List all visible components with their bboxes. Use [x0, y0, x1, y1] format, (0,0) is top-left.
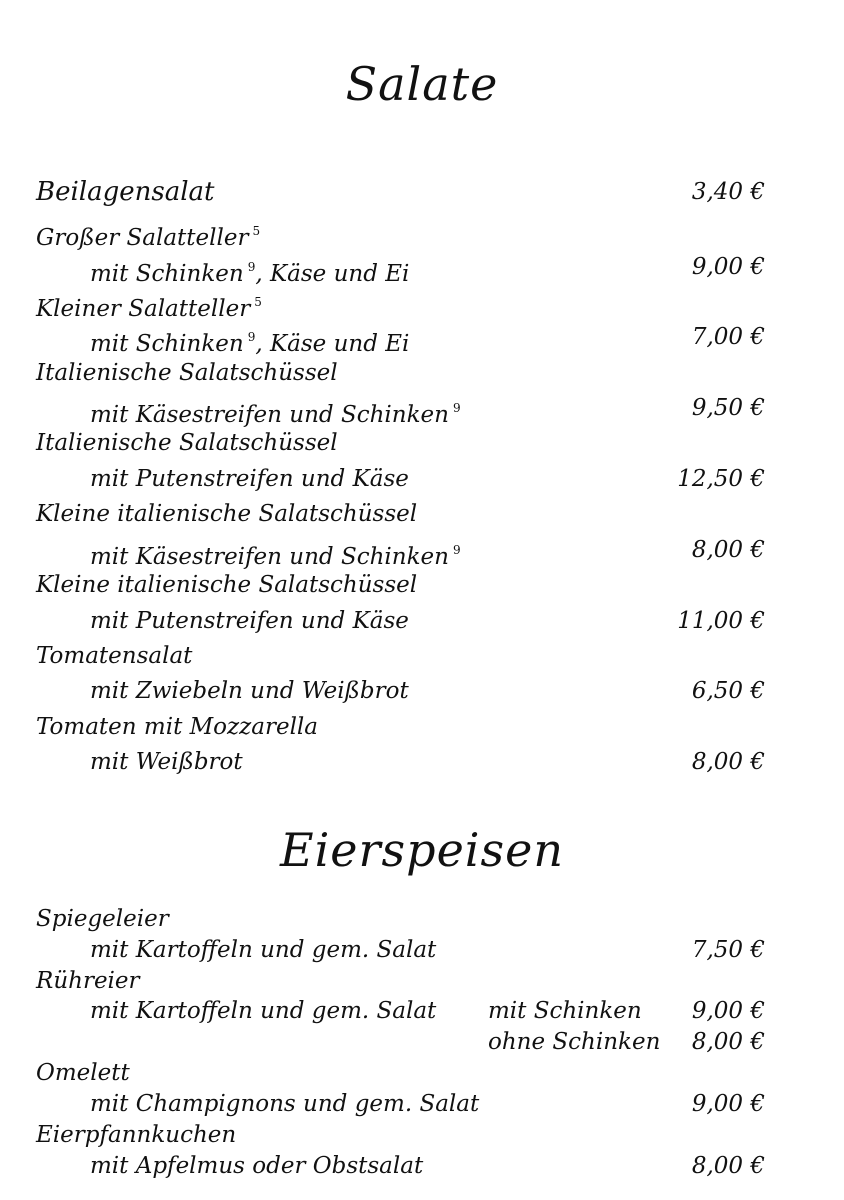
item-detail-kleine-italienische-1 — [90, 535, 461, 572]
item-name-text: Großer Salatteller — [36, 225, 249, 251]
item-detail-grosser-salatteller — [90, 252, 409, 289]
allergen-note: 9 — [247, 330, 256, 344]
item-name-tomaten-mozzarella: Tomaten mit Mozzarella — [36, 714, 318, 740]
item-price-spiegeleier: 7,50 € — [691, 937, 765, 963]
section-title-eierspeisen: Eierspeisen — [280, 823, 564, 877]
item-price-italienische-salatschuessel-2: 12,50 € — [677, 466, 765, 492]
item-name-omelett: Omelett — [36, 1060, 130, 1086]
item-detail-eierpfannkuchen: mit Apfelmus oder Obstsalat — [90, 1153, 424, 1179]
item-price-beilagensalat: 3,40 € — [691, 179, 765, 205]
item-price-italienische-salatschuessel-1: 9,50 € — [691, 395, 765, 421]
item-detail-text: , Käse und Ei — [255, 261, 410, 287]
item-price-kleine-italienische-1: 8,00 € — [691, 537, 765, 563]
item-price-grosser-salatteller: 9,00 € — [691, 254, 765, 280]
item-detail-spiegeleier: mit Kartoffeln und gem. Salat — [90, 937, 437, 963]
item-name-italienische-salatschuessel-2: Italienische Salatschüssel — [36, 430, 338, 456]
allergen-note: 9 — [452, 401, 461, 415]
item-detail-ruehreier: mit Kartoffeln und gem. Salat — [90, 998, 437, 1024]
item-detail-text: , Käse und Ei — [255, 331, 410, 357]
item-price-ohne-schinken: 8,00 € — [691, 1029, 765, 1055]
item-name-kleine-italienische-1: Kleine italienische Salatschüssel — [36, 501, 418, 527]
item-name-grosser-salatteller — [36, 216, 260, 253]
item-price-tomaten-mozzarella: 8,00 € — [691, 749, 765, 775]
item-detail-text: mit Schinken — [90, 331, 244, 357]
item-detail-kleine-italienische-2: mit Putenstreifen und Käse — [90, 608, 409, 634]
item-detail-tomaten-mozzarella: mit Weißbrot — [90, 749, 243, 775]
item-price-eierpfannkuchen: 8,00 € — [691, 1153, 765, 1179]
allergen-note: 9 — [247, 260, 256, 274]
item-detail-italienische-salatschuessel-2: mit Putenstreifen und Käse — [90, 466, 409, 492]
item-name-spiegeleier: Spiegeleier — [36, 906, 169, 932]
item-price-omelett: 9,00 € — [691, 1091, 765, 1117]
allergen-note: 5 — [254, 295, 262, 309]
item-detail-kleiner-salatteller — [90, 322, 409, 359]
item-name-kleiner-salatteller — [36, 287, 262, 324]
item-price-kleine-italienische-2: 11,00 € — [677, 608, 765, 634]
item-price-mit-schinken: 9,00 € — [691, 998, 765, 1024]
item-name-ruehreier: Rühreier — [36, 968, 140, 994]
item-name-text: Kleiner Salatteller — [36, 296, 251, 322]
item-price-tomatensalat: 6,50 € — [691, 678, 765, 704]
item-name-beilagensalat: Beilagensalat — [36, 177, 215, 207]
item-option-ohne-schinken: ohne Schinken — [488, 1029, 661, 1055]
item-name-tomatensalat: Tomatensalat — [36, 643, 193, 669]
allergen-note: 5 — [252, 224, 261, 238]
item-price-kleiner-salatteller: 7,00 € — [691, 324, 765, 350]
item-detail-italienische-salatschuessel-1 — [90, 393, 461, 430]
item-detail-omelett: mit Champignons und gem. Salat — [90, 1091, 480, 1117]
item-detail-text: mit Schinken — [90, 261, 244, 287]
item-detail-text: mit Käsestreifen und Schinken — [90, 544, 449, 570]
item-name-italienische-salatschuessel-1: Italienische Salatschüssel — [36, 360, 338, 386]
item-detail-tomatensalat: mit Zwiebeln und Weißbrot — [90, 678, 409, 704]
item-name-kleine-italienische-2: Kleine italienische Salatschüssel — [36, 572, 418, 598]
item-option-mit-schinken: mit Schinken — [488, 998, 642, 1024]
item-detail-text: mit Käsestreifen und Schinken — [90, 402, 449, 428]
item-name-eierpfannkuchen: Eierpfannkuchen — [36, 1122, 237, 1148]
section-title-salate: Salate — [345, 57, 499, 111]
allergen-note: 9 — [452, 543, 461, 557]
